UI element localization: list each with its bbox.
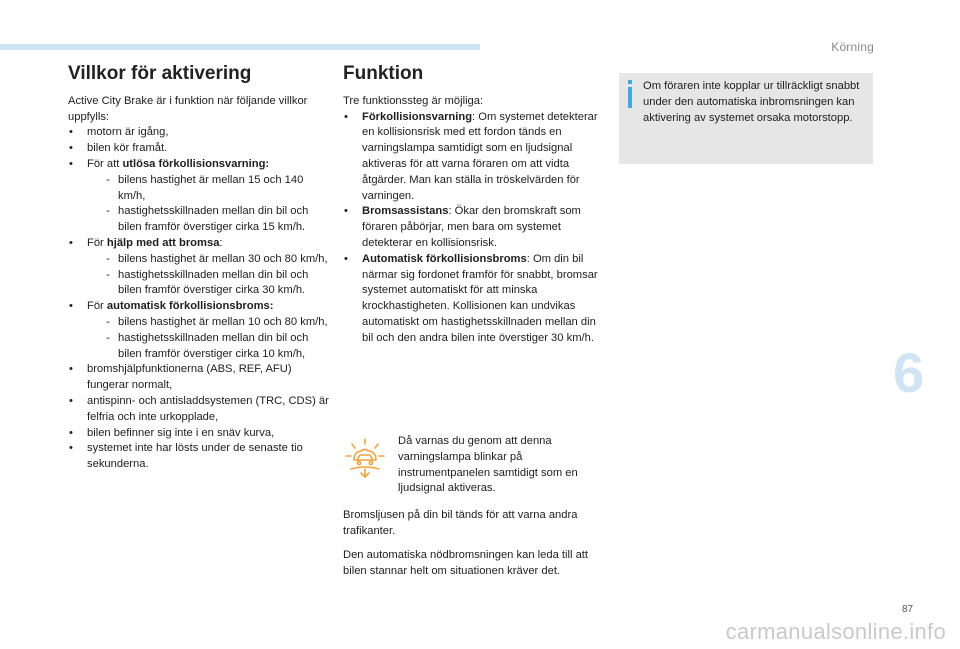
page-number: 87 (902, 604, 914, 615)
function-intro: Tre funktionssteg är möjliga: (343, 94, 484, 107)
sub-list-item: - bilens hastighet är mellan 15 och 140 km/h, (87, 173, 330, 205)
list-item: • För att utlösa förkollisionsvarning: - bilens hastighet är mellan 15 och 140 km/h, - hastighetsskillnaden mellan din bil och bilen framför överstiger cirka 15 km/h. (68, 157, 330, 236)
activation-column (68, 63, 330, 473)
sub-list-item: - hastighetsskillnaden mellan din bil och bilen framför överstiger cirka 15 km/h. (87, 204, 330, 236)
warning-lamp-note (343, 434, 605, 497)
function-title: Funktion (343, 63, 424, 84)
info-icon (625, 80, 635, 108)
activation-title: Villkor för aktivering (68, 63, 252, 84)
list-item: • Automatisk förkollisionsbroms: Om din bil närmar sig fordonet framför för snabbt, bromsar systemet automatiskt för att minska krockhastigheten. Kollisionen kan undvikas automatiskt om hastighetsskillnaden mellan din bil och den andra bilen inte överstiger 30 km/h. (343, 252, 605, 347)
brake-lights-paragraph: Bromsljusen på din bil tänds för att varna andra trafikanter. (343, 509, 578, 537)
list-item: • bilen befinner sig inte i en snäv kurva, (68, 426, 330, 442)
warning-lamp-text: Då varnas du genom att denna varningslampa blinkar på instrumentpanelen samtidigt som en ljudsignal aktiveras. (398, 435, 578, 495)
info-box (619, 73, 873, 164)
list-item: • systemet inte har lösts under de senaste tio sekunderna. (68, 441, 330, 473)
list-item: • bromshjälpfunktionerna (ABS, REF, AFU) fungerar normalt, (68, 362, 330, 394)
sub-list-item: - bilens hastighet är mellan 10 och 80 km/h, (87, 315, 330, 331)
section-label: Körning (831, 40, 874, 54)
list-item: • För hjälp med att bromsa: - bilens hastighet är mellan 30 och 80 km/h, - hastighetsskillnaden mellan din bil och bilen framför överstiger cirka 30 km/h. (68, 236, 330, 299)
emergency-braking-paragraph: Den automatiska nödbromsningen kan leda till att bilen stannar helt om situationen kräver det. (343, 549, 589, 577)
list-item: • Bromsassistans: Ökar den bromskraft som föraren påbörjar, men bara om systemet detekterar en kollisionsrisk. (343, 204, 605, 251)
list-item: • antispinn- och antisladdsystemen (TRC, CDS) är felfria och inte urkopplade, (68, 394, 330, 426)
list-item: • motorn är igång, (68, 125, 330, 141)
list-item: • Förkollisionsvarning: Om systemet detekterar en kollisionsrisk med ett fordon tänds en varningslampa samtidigt som en ljudsignal aktiveras för att varna föraren om att vidta åtgärder. Man kan ställa in tröskelvärden för varningen. (343, 110, 605, 205)
info-text: Om föraren inte kopplar ur tillräckligt snabbt under den automatiska inbromsningen kan aktivering av systemet orsaka motorstopp. (643, 80, 860, 124)
sub-list-item: - hastighetsskillnaden mellan din bil och bilen framför överstiger cirka 30 km/h. (87, 268, 330, 300)
chapter-number: 6 (893, 341, 925, 404)
function-list (343, 110, 605, 347)
function-column (343, 63, 605, 347)
collision-warning-lamp-icon (343, 436, 387, 480)
sub-list-item: - bilens hastighet är mellan 30 och 80 km/h, (87, 252, 330, 268)
list-item: • För automatisk förkollisionsbroms: - bilens hastighet är mellan 10 och 80 km/h, - hastighetsskillnaden mellan din bil och bilen framför överstiger cirka 10 km/h, (68, 299, 330, 362)
watermark: carmanualsonline.info (725, 619, 946, 644)
sub-list-item: - hastighetsskillnaden mellan din bil och bilen framför överstiger cirka 10 km/h, (87, 331, 330, 363)
header-accent-bar (0, 44, 480, 50)
activation-list (68, 125, 330, 473)
activation-intro: Active City Brake är i funktion när följande villkor uppfylls: (68, 94, 308, 123)
list-item: • bilen kör framåt. (68, 141, 330, 157)
